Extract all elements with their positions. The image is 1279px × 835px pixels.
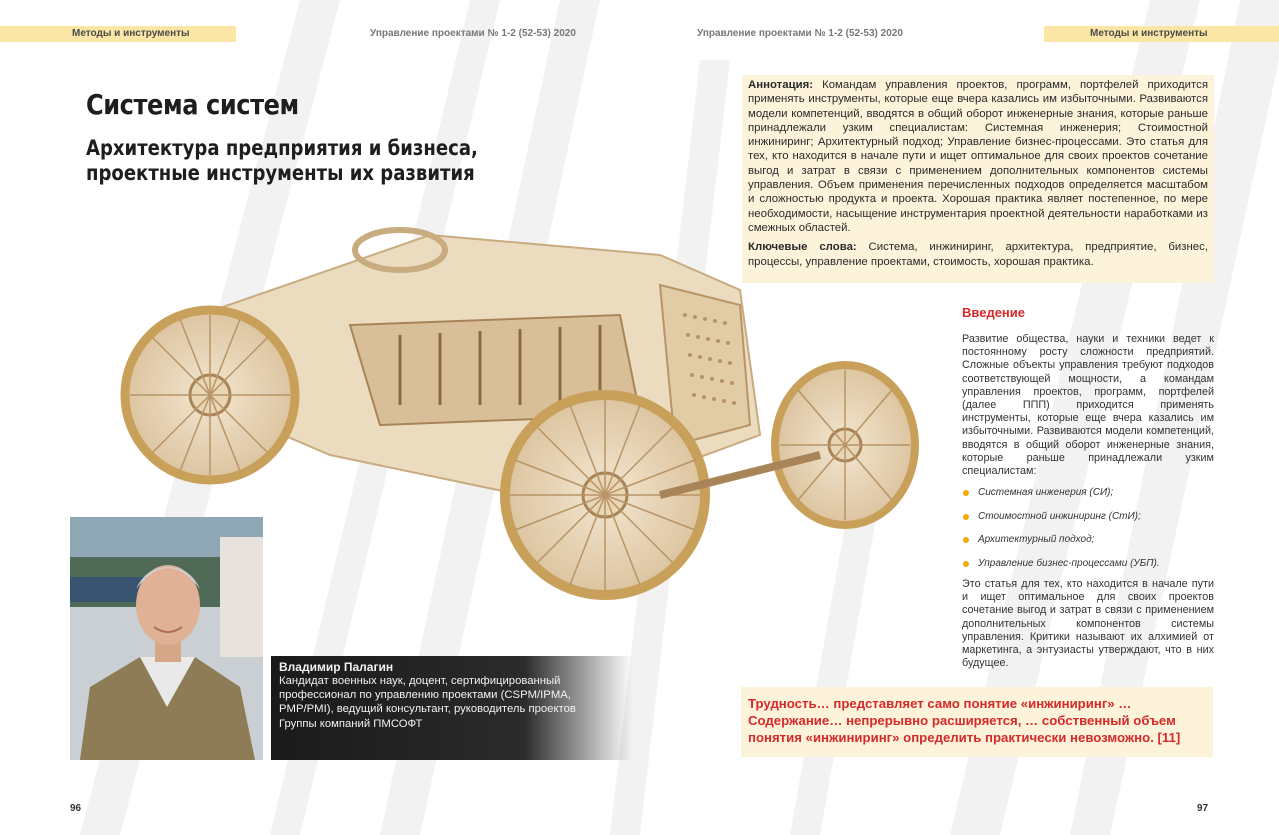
keywords-paragraph — [748, 240, 1208, 269]
section-tab-label: Методы и инструменты — [1090, 28, 1208, 39]
bullet-text: Управление бизнес-процессами (УБП). — [978, 557, 1160, 569]
bullet-text: Архитектурный подход; — [978, 534, 1095, 545]
author-description: Кандидат военных наук, доцент, сертифицированный профессионал по управлению проектами (CSPM/IPMA, PMP/PMI), ведущий консультант, руководитель проектов Группы компаний ПМСОФТ — [279, 675, 576, 730]
article-subtitle: Архитектура предприятия и бизнеса, проектные инструменты их развития — [86, 136, 478, 185]
introduction-paragraph: Развитие общества, науки и техники ведет к постоянному росту сложности предприятий. Сложные объекты управления требуют подходов соответствующей мощности, а командам управления проектов, программ, портфелей (далее ППП) приходится применять инструменты, которые еще вчера казались им избыточными. Развиваются модели компетенций, вводятся в общий оборот инженерные знания, которые раньше принадлежали узким специалистам: — [962, 333, 1214, 478]
bullet-text: Стоимостной инжиниринг (СтИ); — [978, 510, 1141, 522]
list-item — [962, 557, 1214, 581]
pull-quote: Трудность… представляет само понятие «инжиниринг» … Содержание… непрерывно расширяется, … собственный объем понятия «инжиниринг» определить практически невозможно. [11] — [741, 687, 1213, 757]
keywords-text: Система, инжиниринг, архитектура, предприятие, бизнес, процессы, управление проектами, стоимость, хорошая практика. — [748, 241, 1208, 268]
running-head-right: Управление проектами № 1-2 (52-53) 2020 — [697, 28, 903, 39]
section-tab-label: Методы и инструменты — [72, 28, 190, 39]
abstract-paragraph — [748, 78, 1208, 235]
bullet-text: Системная инженерия (СИ); — [978, 487, 1114, 498]
list-item — [962, 486, 1214, 510]
abstract-text: Командам управления проектов, программ, портфелей приходится применять инструменты, которые еще вчера казались им избыточными. Развиваются модели компетенций, вводятся в общий оборот инженерные знания, которые раньше принадлежали узким специалистам: Системная инженерия; Стоимостной инжиниринг; Архитектурный подход; Управление бизнес-процессами. Это статья для тех, кто находится в начале пути и ищет оптимальное для своих проектов сочетание выгод и затрат в связи с применением дополнительных компонентов системы управления. Объем применения перечисленных подходов определяется масштабом и сложностью продукта и проекта. Хорошая практика являет постепенное, по мере необходимости, насыщение инструментария проектной деятельности наработками из смежных областей. — [748, 79, 1208, 234]
list-item — [962, 533, 1214, 557]
abstract-label: Аннотация: — [748, 79, 814, 91]
bullet-dot-icon — [963, 490, 969, 496]
introduction-bullet-list — [962, 486, 1214, 580]
author-name: Владимир Палагин — [279, 660, 394, 674]
bullet-dot-icon — [963, 514, 969, 520]
abstract-box — [742, 75, 1214, 283]
page-number-right: 97 — [1197, 803, 1209, 814]
bullet-dot-icon — [963, 537, 969, 543]
section-tab-left — [0, 26, 236, 42]
list-item — [962, 510, 1214, 534]
article-title: Система систем — [86, 88, 299, 121]
running-head-left: Управление проектами № 1-2 (52-53) 2020 — [370, 28, 576, 39]
keywords-label: Ключевые слова: — [748, 241, 857, 254]
page-number-left: 96 — [70, 803, 82, 814]
bullet-dot-icon — [963, 561, 969, 567]
introduction-closing-paragraph: Это статья для тех, кто находится в начале пути и ищет оптимальное для своих проектов сочетание выгод и затрат в связи с применением дополнительных компонентов системы управления. Критики называют их алхимией от маркетинга, а энтузиасты утверждают, что в них будущее. — [962, 578, 1214, 670]
introduction-heading: Введение — [962, 305, 1025, 320]
author-bio — [271, 656, 633, 760]
author-photo — [70, 517, 263, 760]
section-tab-right — [1044, 26, 1279, 42]
